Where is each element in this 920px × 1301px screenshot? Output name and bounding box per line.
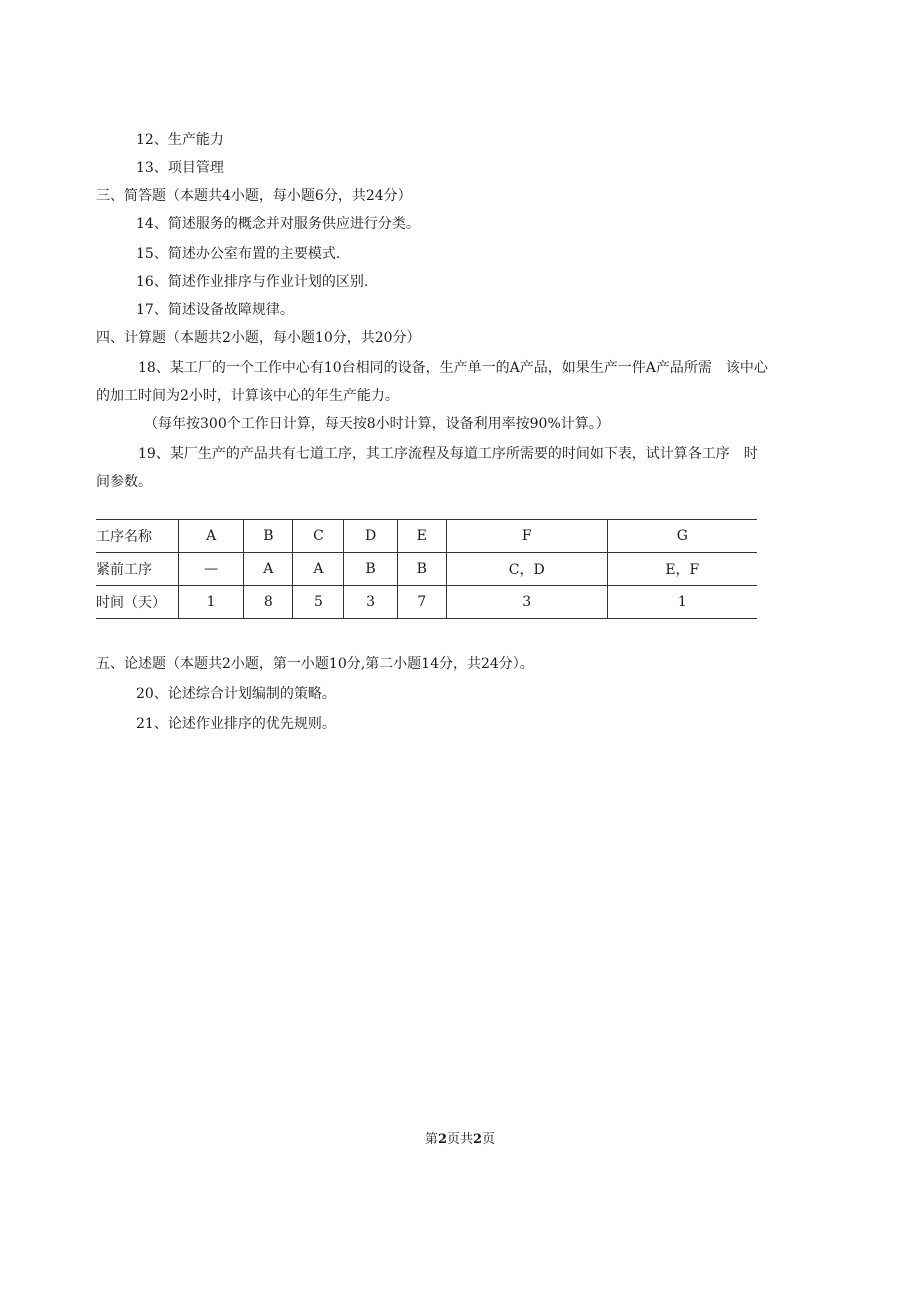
- table-cell: A: [179, 520, 244, 553]
- table-cell: —: [179, 553, 244, 586]
- table-cell: F: [446, 520, 607, 553]
- section-4-heading: 四、计算题（本题共2小题，每小题10分，共20分）: [96, 330, 421, 346]
- table-cell: E，F: [607, 553, 757, 586]
- page-footer: [0, 1128, 920, 1147]
- table-cell: 3: [344, 586, 397, 619]
- question-19-line-2: 间参数。: [96, 474, 152, 490]
- table-cell: 5: [293, 586, 344, 619]
- table-header-cell: 时间（天）: [96, 586, 179, 619]
- question-18-line-1: 18、某工厂的一个工作中心有10台相同的设备，生产单一的A产品，如果生产一件A产品所需 该中心: [138, 360, 768, 376]
- question-19-line-1: 19、某厂生产的产品共有七道工序，其工序流程及每道工序所需要的时间如下表，试计算各工序 时: [138, 446, 758, 462]
- table-cell: B: [397, 553, 446, 586]
- question-18-line-2: 的加工时间为2小时，计算该中心的年生产能力。: [96, 388, 399, 404]
- table-header-cell: 紧前工序: [96, 553, 179, 586]
- table-cell: 1: [607, 586, 757, 619]
- question-17: 17、简述设备故障规律。: [136, 302, 294, 318]
- question-15: 15、简述办公室布置的主要模式.: [136, 246, 341, 262]
- section-3-heading: 三、简答题（本题共4小题，每小题6分，共24分）: [96, 188, 412, 204]
- table-cell: A: [293, 553, 344, 586]
- question-21: 21、论述作业排序的优先规则。: [136, 716, 336, 732]
- table-row: [96, 586, 757, 619]
- table-cell: D: [344, 520, 397, 553]
- table-cell: E: [397, 520, 446, 553]
- footer-prefix: 第: [424, 1132, 438, 1147]
- table-cell: B: [344, 553, 397, 586]
- question-20: 20、论述综合计划编制的策略。: [136, 686, 336, 702]
- table-cell: A: [244, 553, 293, 586]
- question-16: 16、简述作业排序与作业计划的区别.: [136, 274, 369, 290]
- table-cell: 7: [397, 586, 446, 619]
- table-cell: C: [293, 520, 344, 553]
- table-cell: B: [244, 520, 293, 553]
- table-header-cell: 工序名称: [96, 520, 179, 553]
- table-cell: 1: [179, 586, 244, 619]
- process-table: [96, 519, 757, 619]
- footer-page-number: 2: [437, 1132, 447, 1147]
- table-row: [96, 520, 757, 553]
- item-12: 12、生产能力: [136, 132, 224, 148]
- question-18-note: （每年按300个工作日计算，每天按8小时计算，设备利用率按90%计算。）: [144, 416, 610, 432]
- item-13: 13、项目管理: [136, 160, 224, 176]
- footer-suffix: 页: [482, 1132, 496, 1147]
- question-14: 14、简述服务的概念并对服务供应进行分类。: [136, 216, 420, 232]
- footer-total-pages: 2: [473, 1132, 483, 1147]
- footer-middle: 页共: [446, 1132, 473, 1147]
- section-5-heading: 五、论述题（本题共2小题，第一小题10分,第二小题14分，共24分）。: [96, 656, 534, 672]
- table-cell: C，D: [446, 553, 607, 586]
- table-cell: G: [607, 520, 757, 553]
- table-cell: 3: [446, 586, 607, 619]
- table-cell: 8: [244, 586, 293, 619]
- table-row: [96, 553, 757, 586]
